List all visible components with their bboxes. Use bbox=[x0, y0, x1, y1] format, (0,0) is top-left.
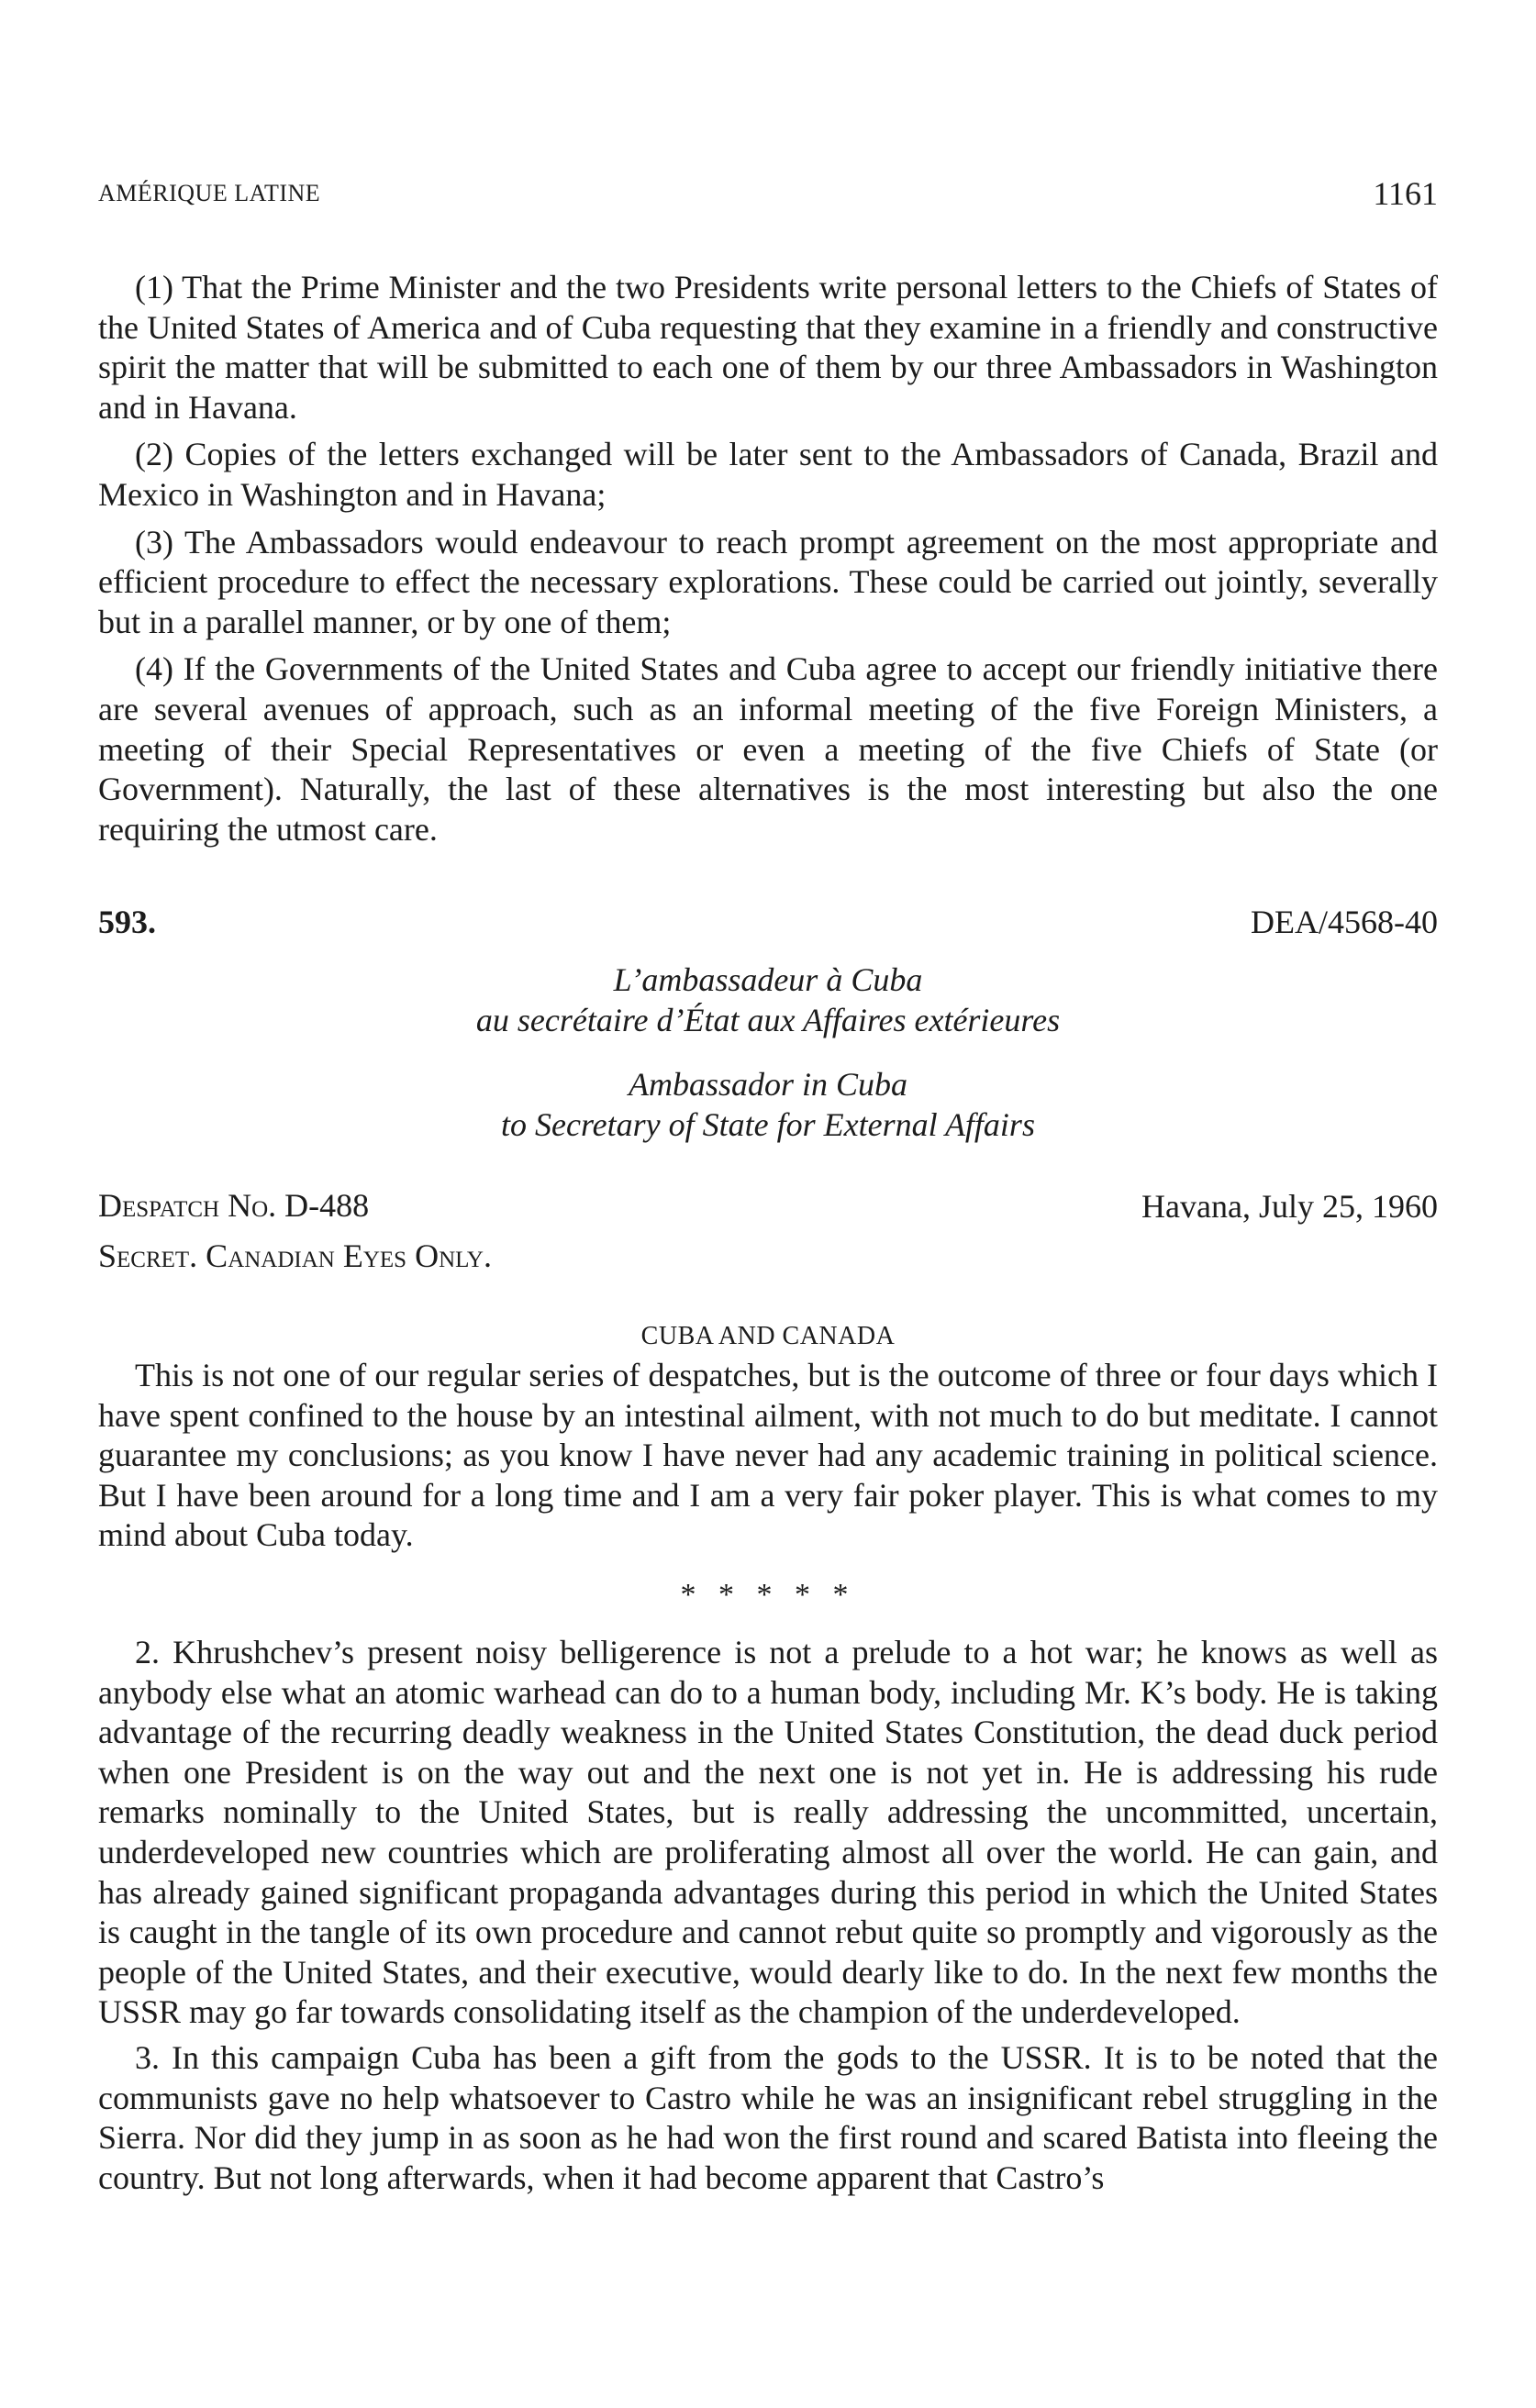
document-number: 593. bbox=[98, 904, 156, 940]
intro-paragraphs bbox=[98, 268, 1438, 849]
classification: Secret. Canadian Eyes Only. bbox=[98, 1237, 492, 1274]
heading-french-line-2: au secrétaire d’État aux Affaires extérieures bbox=[475, 1002, 1061, 1038]
document-heading bbox=[0, 960, 1536, 1145]
date-line: Havana, July 25, 1960 bbox=[1141, 1188, 1438, 1225]
despatch-number: Despatch No. D-488 bbox=[98, 1187, 370, 1224]
opening-paragraph: This is not one of our regular series of despatches, but is the outcome of three or four days which I have spent confined to the house by an intestinal ailment, with not much to do but meditate. I cannot guarantee my conclusions; as you know I have never had any academic training in political science. But I have been around for a long time and I am a very fair poker player. This is what comes to my mind about Cuba today. bbox=[98, 1357, 1438, 1554]
despatch-info bbox=[98, 1181, 492, 1282]
section-separator: * * * * * bbox=[680, 1578, 856, 1612]
numbered-paragraphs bbox=[98, 1633, 1438, 2198]
heading-english-line-1: Ambassador in Cuba bbox=[628, 1066, 908, 1103]
paragraph-4: (4) If the Governments of the United States and Cuba agree to accept our friendly initiative there are several avenues of approach, such as an informal meeting of the five Foreign Ministers, a meeting of their Special Representatives or even a meeting of the five Chiefs of State (or Government). Naturally, the last of these alternatives is the most interesting but also the one requiring the utmost care. bbox=[98, 650, 1438, 848]
paragraph-numbered-3: 3. In this campaign Cuba has been a gift from the gods to the USSR. It is to be noted that the communists gave no help whatsoever to Castro while he was an insignificant rebel struggling in the Sierra. Nor did they jump in as soon as he had won the first round and scared Batista into fleeing the country. But not long afterwards, when it had become apparent that Castro’s bbox=[98, 2038, 1438, 2196]
file-reference: DEA/4568-40 bbox=[1251, 904, 1438, 940]
paragraph-1: (1) That the Prime Minister and the two Presidents write personal letters to the Chiefs of States of the United States of America and of Cuba requesting that they examine in a friendly and constructive spirit the matter that will be submitted to each one of them by our three Ambassadors in Washington and in Havana. bbox=[98, 269, 1438, 426]
subject-heading: CUBA AND CANADA bbox=[640, 1322, 896, 1350]
heading-french-line-1: L’ambassadeur à Cuba bbox=[613, 961, 923, 998]
heading-english-line-2: to Secretary of State for External Affairs bbox=[501, 1106, 1035, 1143]
opening-section bbox=[98, 1356, 1438, 1556]
running-head: AMÉRIQUE LATINE bbox=[98, 180, 321, 206]
paragraph-numbered-2: 2. Khrushchev’s present noisy belligerence is not a prelude to a hot war; he knows as well as anybody else what an atomic warhead can do to a human body, including Mr. K’s body. He is taking advantage of the recurring deadly weakness in the United States Constitution, the dead duck period when one President is on the way out and the next one is not yet in. He is addressing his rude remarks nominally to the United States, but is really addressing the uncommitted, uncertain, underdeveloped new countries which are proliferating almost all over the world. He can gain, and has already gained significant propaganda advantages during this period in which the United States is caught in the tangle of its own procedure and cannot rebut quite so promptly and vigorously as the people of the United States, and their executive, would dearly like to do. In the next few months the USSR may go far towards consolidating itself as the champion of the underdeveloped. bbox=[98, 1634, 1438, 2031]
paragraph-2: (2) Copies of the letters exchanged will be later sent to the Ambassadors of Canada, Brazil and Mexico in Washington and in Havana; bbox=[98, 436, 1438, 513]
paragraph-3: (3) The Ambassadors would endeavour to reach prompt agreement on the most appropriate and efficient procedure to effect the necessary explorations. These could be carried out jointly, severally but in a parallel manner, or by one of them; bbox=[98, 523, 1438, 640]
page-number: 1161 bbox=[1373, 175, 1438, 212]
